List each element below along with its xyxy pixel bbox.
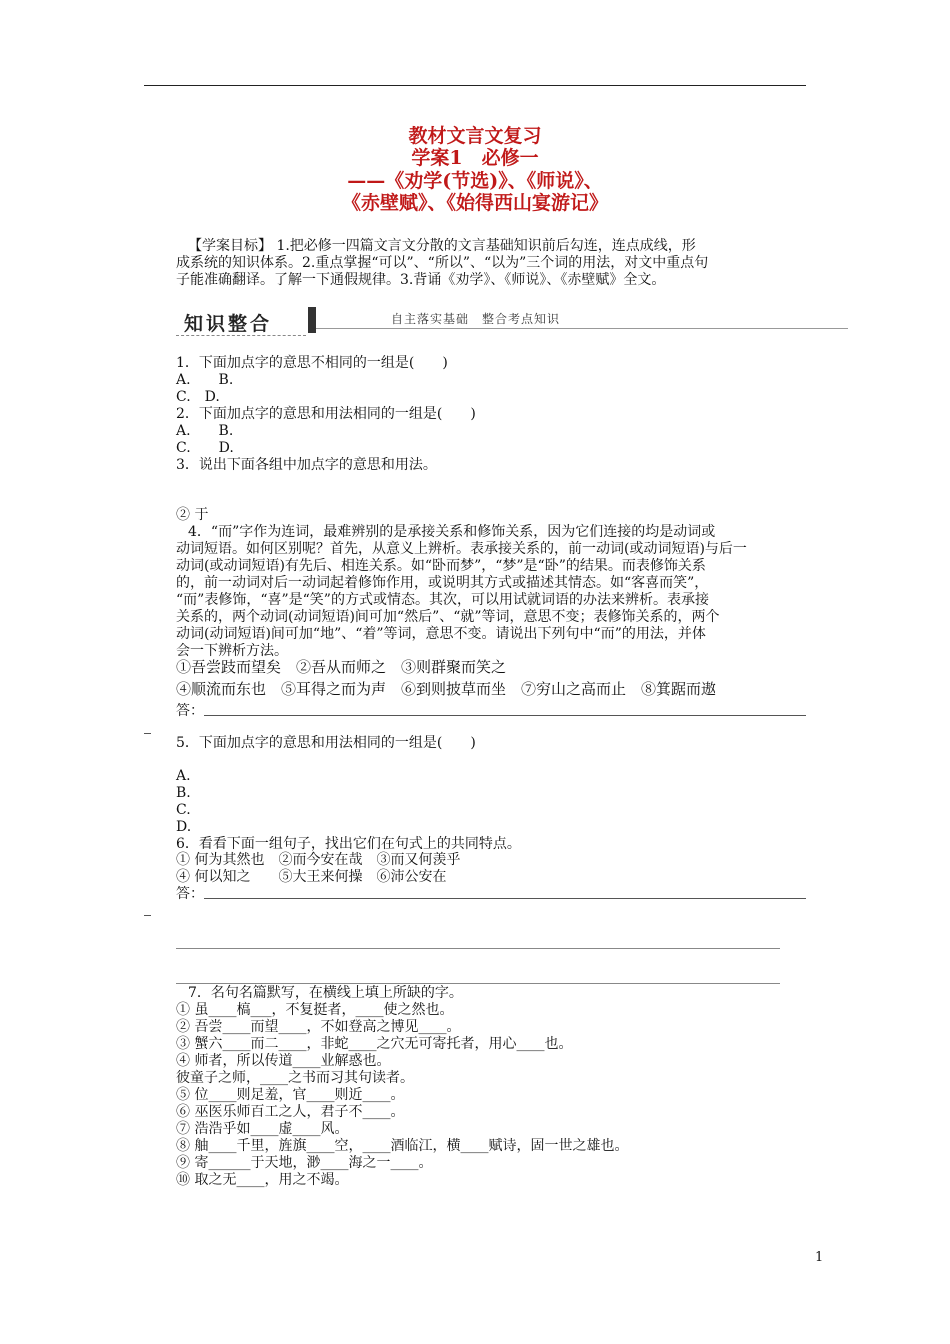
recitation-line-3: ③ 蟹六____而二____，非蛇____之穴无可寄托者，用心____也。 bbox=[176, 1036, 573, 1052]
question-4-line-1: 4．“而”字作为连词，最难辨别的是承接关系和修饰关系，因为它们连接的均是动词或 bbox=[188, 524, 716, 540]
question-4-sentences-2: ④顺流而东也 ⑤耳得之而为声 ⑥到则披草而坐 ⑦穷山之高而止 ⑧箕踞而遨 bbox=[176, 680, 717, 698]
answer-line-4-tail bbox=[144, 733, 151, 734]
page-number: 1 bbox=[815, 1250, 824, 1265]
recitation-line-8: ⑦ 浩浩乎如____虚____风。 bbox=[176, 1121, 349, 1137]
recitation-line-6: ⑤ 位____则足羞，官____则近____。 bbox=[176, 1087, 405, 1103]
question-6-sentences-1: ① 何为其然也 ②而今安在哉 ③而又何羡乎 bbox=[176, 852, 461, 868]
recitation-line-5: 彼童子之师，____之书而习其句读者。 bbox=[176, 1070, 414, 1086]
question-7: 7．名句名篇默写，在横线上填上所缺的字。 bbox=[188, 985, 463, 1001]
answer-line-6[interactable] bbox=[204, 898, 806, 899]
answer-label-4: 答： bbox=[176, 703, 204, 719]
question-5-option-d: D. bbox=[176, 819, 192, 835]
question-5-option-a: A. bbox=[176, 768, 191, 784]
question-2: 2．下面加点字的意思和用法相同的一组是( ) bbox=[176, 406, 476, 422]
doc-subtitle-texts-1: ——《劝学(节选)》、《师说》、 bbox=[347, 170, 603, 192]
question-4-line-4: 的，前一动词对后一动词起着修饰作用，或说明其方式或描述其情态。如“客喜而笑”， bbox=[176, 575, 709, 591]
doc-subtitle: 学案1 必修一 bbox=[411, 147, 539, 169]
question-4-line-5: “而”表修饰，“喜”是“笑”的方式或情态。其次，可以用试就词语的办法来辨析。表承接 bbox=[176, 592, 709, 608]
objective-line-1: 【学案目标】 1.把必修一四篇文言文分散的文言基础知识前后勾连，连点成线，形 bbox=[188, 238, 696, 254]
question-4-line-3: 动词(或动词短语)有先后、相连关系。如“卧而梦”，“梦”是“卧”的结果。而表修饰关系 bbox=[176, 558, 706, 574]
banner-dash bbox=[176, 335, 306, 336]
question-3: 3．说出下面各组中加点字的意思和用法。 bbox=[176, 457, 437, 473]
section-title: 知识整合 bbox=[184, 313, 273, 335]
question-2-options-ab: A. B. bbox=[176, 423, 234, 439]
banner-rule bbox=[316, 328, 848, 329]
question-4-line-7: 动词(动词短语)间可加“地”、“着”等词，意思不变。请说出下列句中“而”的用法，并体 bbox=[176, 626, 706, 642]
question-5: 5．下面加点字的意思和用法相同的一组是( ) bbox=[176, 735, 476, 751]
question-6: 6．看看下面一组句子，找出它们在句式上的共同特点。 bbox=[176, 836, 521, 852]
section-subtitle: 自主落实基础 整合考点知识 bbox=[391, 312, 561, 326]
question-5-option-b: B. bbox=[176, 785, 191, 801]
answer-line-6-tail bbox=[144, 915, 151, 916]
question-1-options-ab: A. B. bbox=[176, 372, 234, 388]
question-4-line-6: 关系的，两个动词(动词短语)间可加“然后”、“就”等词，意思不变；表修饰关系的，两个 bbox=[176, 609, 720, 625]
doc-title: 教材文言文复习 bbox=[408, 125, 542, 147]
banner-bar bbox=[308, 307, 316, 333]
question-6-sentences-2: ④ 何以知之 ⑤大王来何操 ⑥沛公安在 bbox=[176, 869, 447, 885]
question-2-options-cd: C. D. bbox=[176, 440, 234, 456]
recitation-line-11: ⑩ 取之无____，用之不竭。 bbox=[176, 1172, 349, 1188]
recitation-line-4: ④ 师者，所以传道____业解惑也。 bbox=[176, 1053, 391, 1069]
recitation-line-9: ⑧ 舳____千里，旌旗____空，____酒临江，横____赋诗，固一世之雄也。 bbox=[176, 1138, 629, 1154]
recitation-line-7: ⑥ 巫医乐师百工之人，君子不____。 bbox=[176, 1104, 405, 1120]
recitation-line-10: ⑨ 寄______于天地，渺____海之一____。 bbox=[176, 1155, 433, 1171]
question-1-options-cd: C. D. bbox=[176, 389, 220, 405]
recitation-line-1: ① 虽____槁___，不复挺者，____使之然也。 bbox=[176, 1002, 454, 1018]
objective-line-2: 成系统的知识体系。2.重点掌握“可以”、“所以”、“以为”三个词的用法，对文中重点句 bbox=[176, 255, 709, 271]
question-4-sentences-1: ①吾尝跂而望矣 ②吾从而师之 ③则群聚而笑之 bbox=[176, 658, 507, 676]
question-4-line-2: 动词短语。如何区别呢？首先，从意义上辨析。表承接关系的，前一动词(或动词短语)与后一 bbox=[176, 541, 747, 557]
objective-line-3: 子能准确翻译。了解一下通假规律。3.背诵《劝学》、《师说》、《赤壁赋》全文。 bbox=[176, 272, 666, 288]
question-3-item: ② 于 bbox=[176, 507, 209, 523]
answer-line-6c[interactable] bbox=[176, 983, 780, 984]
question-4-line-8: 会一下辨析方法。 bbox=[176, 643, 288, 659]
question-5-option-c: C. bbox=[176, 802, 191, 818]
answer-label-6: 答： bbox=[176, 886, 204, 902]
section-banner bbox=[176, 305, 848, 339]
header-rule bbox=[144, 85, 806, 86]
question-1: 1．下面加点字的意思不相同的一组是( ) bbox=[176, 355, 448, 371]
recitation-line-2: ② 吾尝____而望____，不如登高之博见____。 bbox=[176, 1019, 461, 1035]
doc-subtitle-texts-2: 《赤壁赋》、《始得西山宴游记》 bbox=[341, 192, 608, 214]
answer-line-6b[interactable] bbox=[176, 948, 780, 949]
answer-line-4[interactable] bbox=[204, 715, 806, 716]
